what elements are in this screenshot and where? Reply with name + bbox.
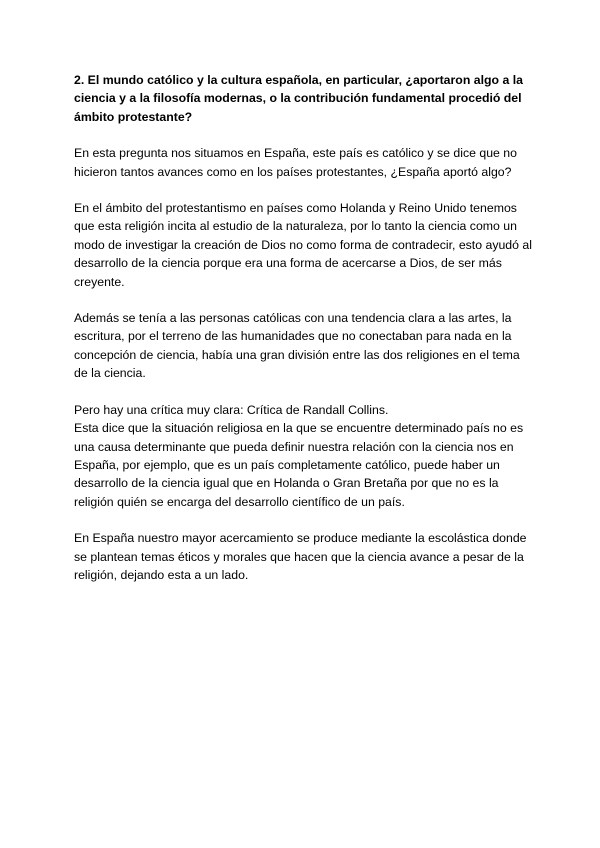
paragraph-protestantism: En el ámbito del protestantismo en países como Holanda y Reino Unido tenemos que esta religión incita al estudio de la naturaleza, por lo tanto la ciencia como un modo de investigar la creación de Dios no como forma de contradecir, esto ayudó al desarrollo de la ciencia porque era una forma de acercarse a Dios, de ser más creyente.: [74, 201, 532, 289]
document-page: [74, 71, 536, 602]
paragraph-critique-body: Esta dice que la situación religiosa en la que se encuentre determinado país no es una causa determinante que pueda definir nuestra relación con la ciencia nos en España, por ejemplo, que es un país completamente católico, puede haber un desarrollo de la ciencia igual que en Holanda o Gran Bretaña por que no es la religión quién se encarga del desarrollo científico de un país.: [74, 421, 524, 509]
paragraph-intro: En esta pregunta nos situamos en España, este país es católico y se dice que no hicieron tantos avances como en los países protestantes, ¿España aportó algo?: [74, 146, 517, 179]
paragraph-critique-title: Pero hay una crítica muy clara: Crítica de Randall Collins.: [74, 402, 389, 417]
question-heading: 2. El mundo católico y la cultura española, en particular, ¿aportaron algo a la ciencia y a la filosofía modernas, o la contribución fundamental procedió del ámbito protestante?: [74, 73, 523, 124]
paragraph-catholics: Además se tenía a las personas católicas con una tendencia clara a las artes, la escritura, por el terreno de las humanidades que no conectaban para nada en la concepción de ciencia, había una gran división entre las dos religiones en el tema de la ciencia.: [74, 311, 520, 381]
paragraph-conclusion: En España nuestro mayor acercamiento se produce mediante la escolástica donde se plantean temas éticos y morales que hacen que la ciencia avance a pesar de la religión, dejando esta a un lado.: [74, 531, 527, 582]
